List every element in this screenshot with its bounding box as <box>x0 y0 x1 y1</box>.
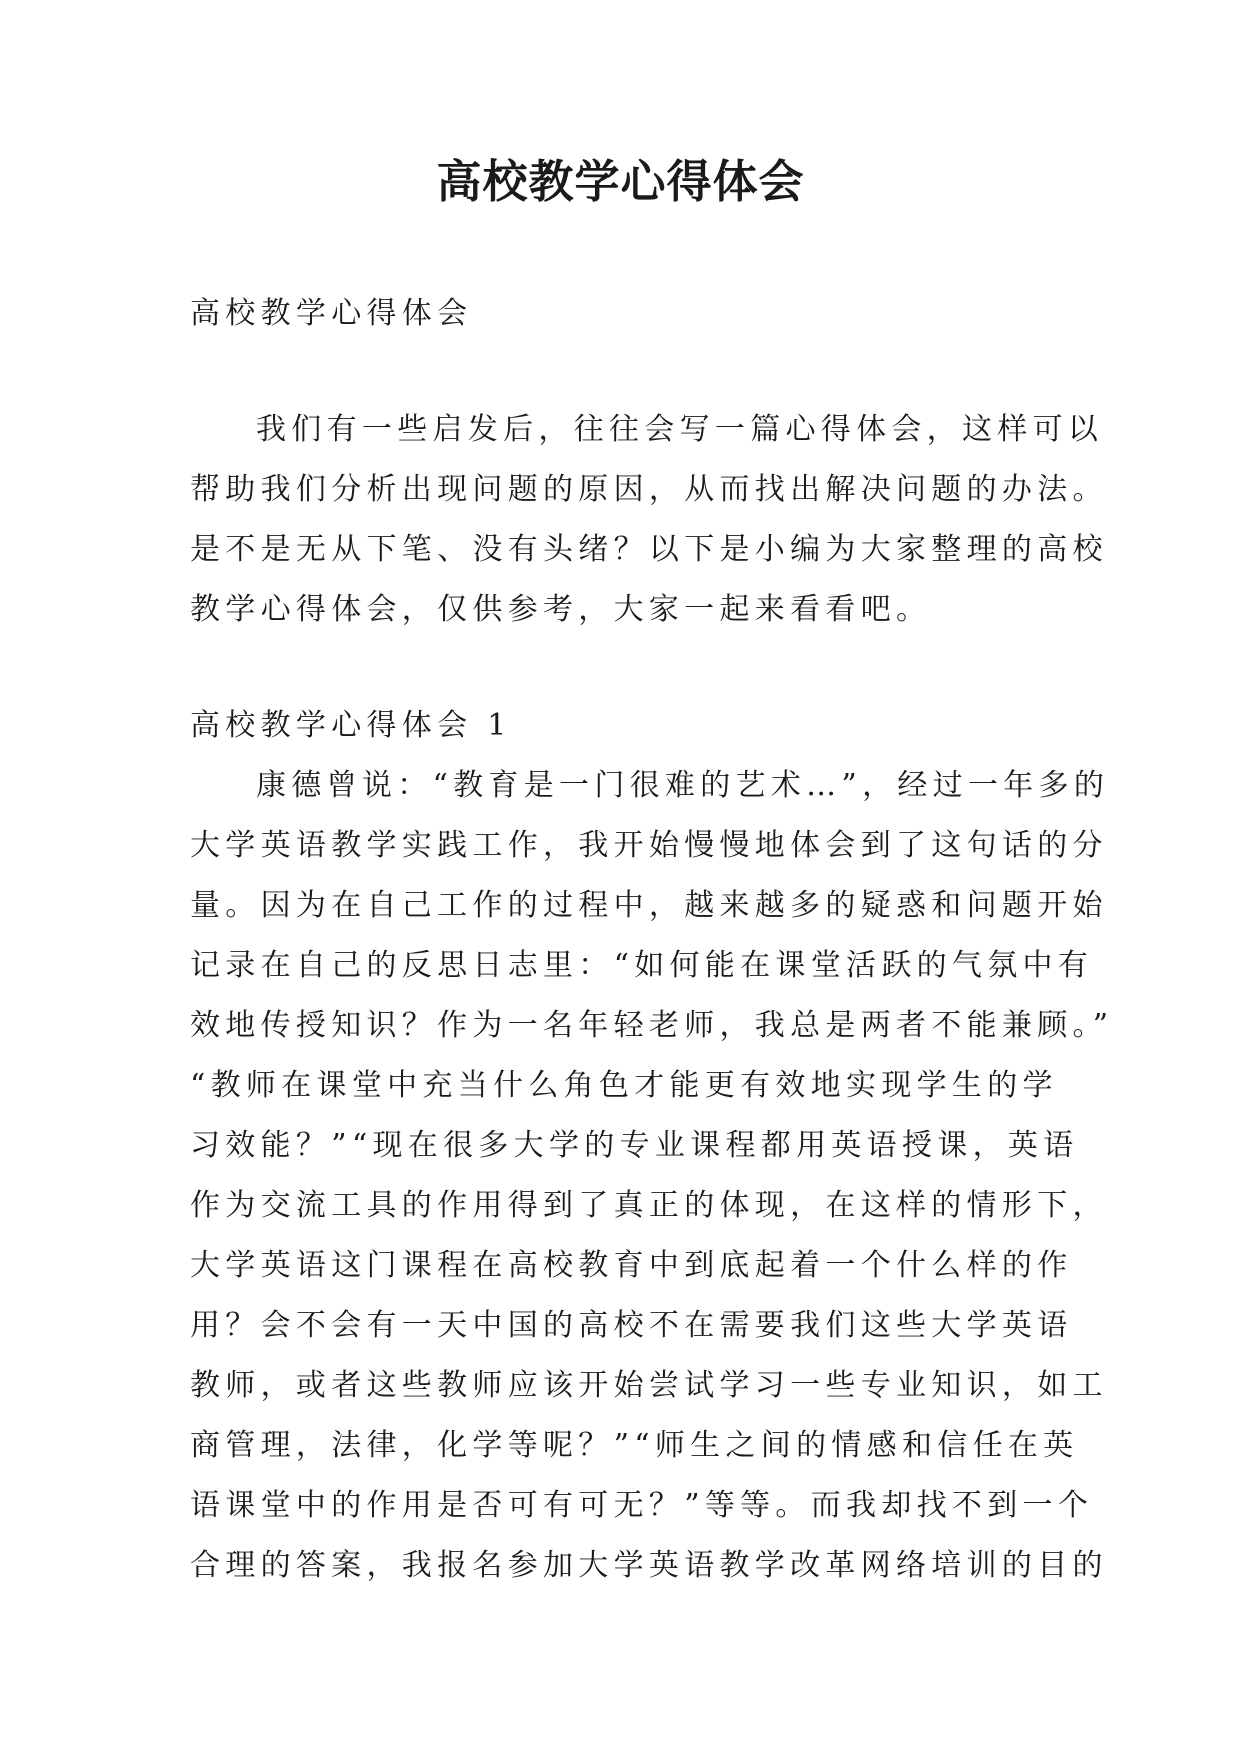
body-line: 合理的答案，我报名参加大学英语教学改革网络培训的目的 <box>190 1548 1108 1583</box>
body-line: 作为交流工具的作用得到了真正的体现，在这样的情形下， <box>190 1188 1108 1223</box>
body-line: 大学英语教学实践工作，我开始慢慢地体会到了这句话的分 <box>190 828 1108 863</box>
body-line: 语课堂中的作用是否可有可无？”等等。而我却找不到一个 <box>190 1488 1094 1523</box>
body-line: 量。因为在自己工作的过程中，越来越多的疑惑和问题开始 <box>190 888 1108 923</box>
intro-line: 教学心得体会，仅供参考，大家一起来看看吧。 <box>190 592 932 627</box>
body-line: 康德曾说：“教育是一门很难的艺术…”，经过一年多的 <box>256 768 1110 803</box>
document-subtitle: 高校教学心得体会 <box>190 296 473 331</box>
section-heading: 高校教学心得体会 1 <box>190 708 512 743</box>
intro-line: 帮助我们分析出现问题的原因，从而找出解决问题的办法。 <box>190 472 1108 507</box>
body-line: 商管理，法律，化学等呢？”“师生之间的情感和信任在英 <box>190 1428 1079 1463</box>
body-line: 教师，或者这些教师应该开始尝试学习一些专业知识，如工 <box>190 1368 1108 1403</box>
body-line: 效地传授知识？作为一名年轻老师，我总是两者不能兼顾。” <box>190 1008 1114 1043</box>
body-line: “教师在课堂中充当什么角色才能更有效地实现学生的学 <box>190 1068 1058 1103</box>
document-title: 高校教学心得体会 <box>436 155 805 208</box>
intro-line: 是不是无从下笔、没有头绪？以下是小编为大家整理的高校 <box>190 532 1108 567</box>
body-line: 大学英语这门课程在高校教育中到底起着一个什么样的作 <box>190 1248 1073 1283</box>
body-line: 习效能？”“现在很多大学的专业课程都用英语授课，英语 <box>190 1128 1079 1163</box>
body-line: 用？会不会有一天中国的高校不在需要我们这些大学英语 <box>190 1308 1073 1343</box>
intro-line: 我们有一些启发后，往往会写一篇心得体会，这样可以 <box>256 412 1104 447</box>
body-line: 记录在自己的反思日志里：“如何能在课堂活跃的气氛中有 <box>190 948 1094 983</box>
